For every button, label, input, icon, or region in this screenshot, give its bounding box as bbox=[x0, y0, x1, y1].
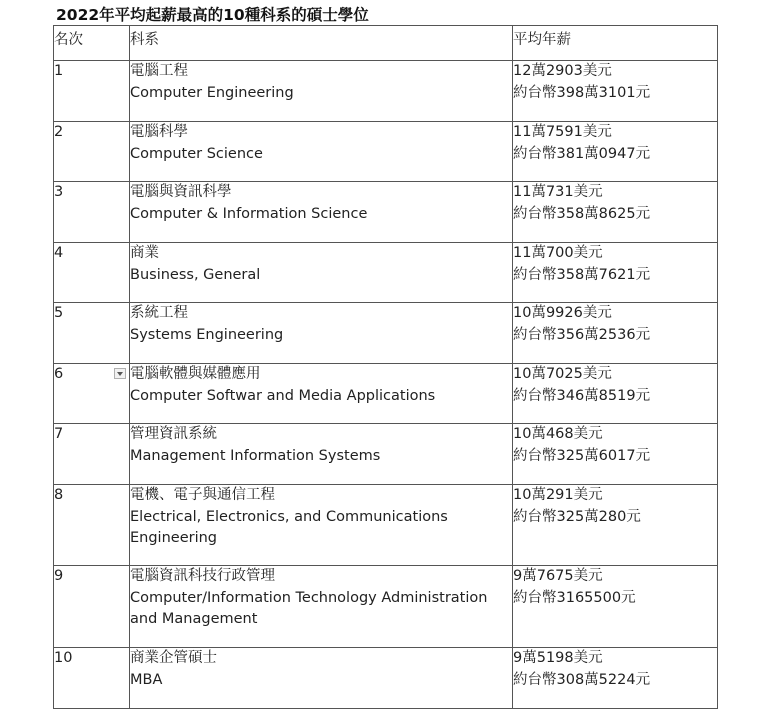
salary-cell[interactable] bbox=[513, 182, 718, 243]
table-row bbox=[54, 485, 718, 566]
salary-usd: 9萬7675美元 bbox=[513, 568, 603, 584]
rank-cell[interactable] bbox=[54, 566, 130, 648]
department-cell[interactable] bbox=[130, 485, 513, 566]
salary-twd: 約台幣3165500元 bbox=[513, 589, 636, 606]
salary-cell[interactable] bbox=[513, 122, 718, 182]
salary-cell[interactable] bbox=[513, 61, 718, 122]
salary-usd: 11萬731美元 bbox=[513, 184, 603, 200]
department-name-zh: 系統工程 bbox=[130, 305, 188, 321]
table-row bbox=[54, 303, 718, 364]
table-row bbox=[54, 122, 718, 182]
department-name-en: Management Information Systems bbox=[130, 447, 381, 464]
department-name-zh: 商業 bbox=[130, 245, 159, 261]
department-name-en: Systems Engineering bbox=[130, 326, 284, 343]
salary-twd: 約台幣308萬5224元 bbox=[513, 671, 651, 688]
rank-cell[interactable] bbox=[54, 61, 130, 122]
table-row bbox=[54, 61, 718, 122]
department-cell[interactable] bbox=[130, 364, 513, 424]
table-row bbox=[54, 648, 718, 709]
rank-cell[interactable] bbox=[54, 243, 130, 303]
salary-twd: 約台幣356萬2536元 bbox=[513, 326, 651, 343]
department-name-en: Electrical, Electronics, and Communications Engineering bbox=[130, 508, 448, 546]
salary-usd: 9萬5198美元 bbox=[513, 650, 603, 666]
department-cell[interactable] bbox=[130, 566, 513, 648]
salary-cell[interactable] bbox=[513, 566, 718, 648]
department-cell[interactable] bbox=[130, 61, 513, 122]
salary-usd: 10萬7025美元 bbox=[513, 366, 612, 382]
table-row bbox=[54, 364, 718, 424]
salary-twd: 約台幣346萬8519元 bbox=[513, 387, 651, 404]
department-cell[interactable] bbox=[130, 122, 513, 182]
rank-cell[interactable] bbox=[54, 122, 130, 182]
rank-value: 2 bbox=[54, 124, 64, 140]
department-name-zh: 電腦軟體與媒體應用 bbox=[130, 366, 261, 382]
salary-cell[interactable] bbox=[513, 303, 718, 364]
rank-value: 7 bbox=[54, 426, 64, 442]
salary-usd: 12萬2903美元 bbox=[513, 63, 612, 79]
department-name-en: Computer Engineering bbox=[130, 84, 294, 101]
department-name-zh: 電腦資訊科技行政管理 bbox=[130, 568, 275, 584]
department-name-zh: 電腦工程 bbox=[130, 63, 188, 79]
salary-twd: 約台幣325萬280元 bbox=[513, 508, 641, 525]
department-name-en: Computer & Information Science bbox=[130, 205, 368, 222]
department-name-en: Computer Softwar and Media Applications bbox=[130, 387, 436, 404]
rank-cell[interactable] bbox=[54, 182, 130, 243]
department-cell[interactable] bbox=[130, 424, 513, 485]
table-row bbox=[54, 182, 718, 243]
rank-cell[interactable] bbox=[54, 364, 130, 424]
department-cell[interactable] bbox=[130, 648, 513, 709]
rank-value: 6 bbox=[54, 366, 64, 382]
salary-cell[interactable] bbox=[513, 485, 718, 566]
department-name-zh: 電腦與資訊科學 bbox=[130, 184, 232, 200]
salary-twd: 約台幣381萬0947元 bbox=[513, 145, 651, 162]
department-name-zh: 管理資訊系統 bbox=[130, 426, 217, 442]
rank-cell[interactable] bbox=[54, 424, 130, 485]
department-name-en: MBA bbox=[130, 671, 163, 688]
table-header-row bbox=[54, 26, 718, 61]
salary-cell[interactable] bbox=[513, 243, 718, 303]
table-row bbox=[54, 424, 718, 485]
salary-usd: 11萬700美元 bbox=[513, 245, 603, 261]
header-salary[interactable]: 平均年薪 bbox=[513, 26, 718, 61]
rank-value: 1 bbox=[54, 63, 64, 79]
dropdown-arrow-icon[interactable] bbox=[114, 368, 126, 379]
salary-usd: 10萬291美元 bbox=[513, 487, 603, 503]
department-name-zh: 電腦科學 bbox=[130, 124, 188, 140]
rank-value: 3 bbox=[54, 184, 64, 200]
rank-value: 8 bbox=[54, 487, 64, 503]
department-name-zh: 電機、電子與通信工程 bbox=[130, 487, 275, 503]
salary-cell[interactable] bbox=[513, 424, 718, 485]
department-name-en: Computer/Information Technology Administration and Management bbox=[130, 589, 488, 627]
department-cell[interactable] bbox=[130, 243, 513, 303]
rank-cell[interactable] bbox=[54, 303, 130, 364]
department-name-en: Computer Science bbox=[130, 145, 263, 162]
table-row bbox=[54, 243, 718, 303]
rank-cell[interactable] bbox=[54, 648, 130, 709]
salary-usd: 11萬7591美元 bbox=[513, 124, 612, 140]
salary-twd: 約台幣325萬6017元 bbox=[513, 447, 651, 464]
page-title: 2022年平均起薪最高的10種科系的碩士學位 bbox=[56, 6, 369, 24]
salary-usd: 10萬9926美元 bbox=[513, 305, 612, 321]
salary-cell[interactable] bbox=[513, 364, 718, 424]
department-name-zh: 商業企管碩士 bbox=[130, 650, 217, 666]
department-name-en: Business, General bbox=[130, 266, 261, 283]
salary-usd: 10萬468美元 bbox=[513, 426, 603, 442]
rank-value: 4 bbox=[54, 245, 64, 261]
salary-twd: 約台幣398萬3101元 bbox=[513, 84, 651, 101]
rank-value: 5 bbox=[54, 305, 64, 321]
salary-twd: 約台幣358萬7621元 bbox=[513, 266, 651, 283]
salary-cell[interactable] bbox=[513, 648, 718, 709]
rank-value: 10 bbox=[54, 650, 73, 666]
department-cell[interactable] bbox=[130, 303, 513, 364]
rank-cell[interactable] bbox=[54, 485, 130, 566]
department-cell[interactable] bbox=[130, 182, 513, 243]
header-department[interactable]: 科系 bbox=[130, 26, 513, 61]
table-row bbox=[54, 566, 718, 648]
rank-value: 9 bbox=[54, 568, 64, 584]
header-rank[interactable]: 名次 bbox=[54, 26, 130, 61]
salary-twd: 約台幣358萬8625元 bbox=[513, 205, 651, 222]
salary-table bbox=[53, 25, 718, 709]
